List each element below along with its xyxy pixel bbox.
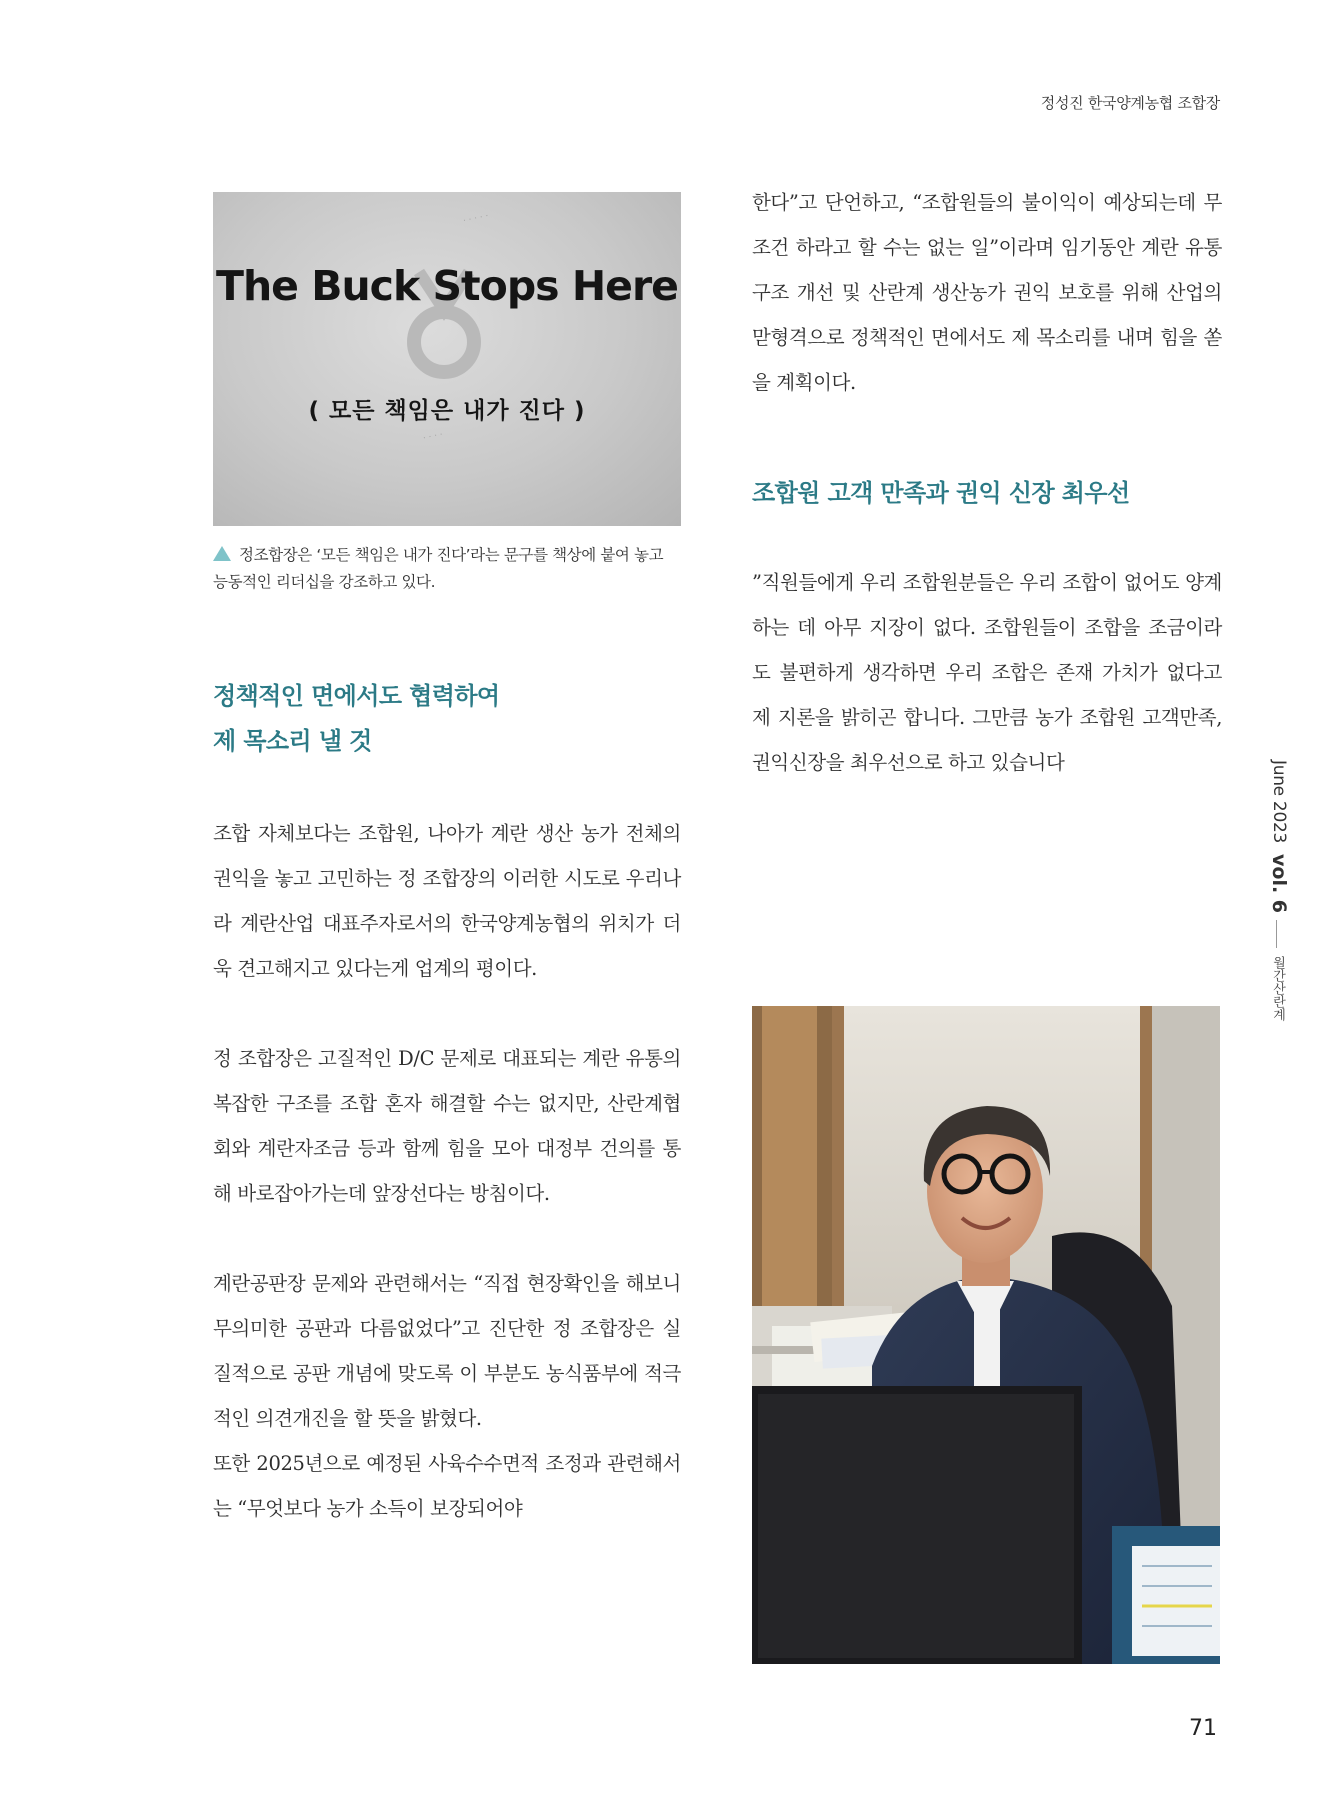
photo-caption: [213, 542, 681, 596]
section-heading: [213, 674, 681, 764]
issue-info: [1268, 760, 1290, 913]
divider: [1276, 920, 1277, 948]
magazine-name: 월간산란계: [1270, 956, 1285, 1021]
body-paragraph: 조합 자체보다는 조합원, 나아가 계란 생산 농가 전체의 권익을 놓고 고민하는 정 조합장의 이러한 시도로 우리나라 계란산업 대표주자로서의 한국양계농협의 위치가 더욱 견고해지고 있다는게 업계의 평이다.: [213, 822, 681, 980]
sign-photo: [213, 192, 681, 526]
portrait-photo: [752, 1006, 1220, 1664]
sign-subtitle: ( 모든 책임은 내가 진다 ): [308, 398, 586, 424]
side-tab: [1262, 760, 1302, 1030]
issue-volume: vol. 6: [1268, 854, 1290, 914]
caption-text: 정조합장은 ‘모든 책임은 내가 진다’라는 문구를 책상에 붙여 놓고 능동적인 리더십을 강조하고 있다.: [213, 546, 664, 591]
heading-line: 정책적인 면에서도 협력하여: [213, 682, 500, 710]
right-column: [752, 180, 1222, 785]
section-heading: 조합원 고객 만족과 권익 신장 최우선: [752, 479, 1130, 507]
left-column: [213, 192, 681, 1531]
body-paragraph: ”직원들에게 우리 조합원분들은 우리 조합이 없어도 양계하는 데 아무 지장이 없다. 조합원들이 조합을 조금이라도 불편하게 생각하면 우리 조합은 존재 가치가 없다고 제 지론을 밝히곤 합니다. 그만큼 농가 조합원 고객만족, 권익신장을 최우선으로 하고 있습니다: [752, 571, 1222, 774]
heading-line: 제 목소리 낼 것: [213, 727, 372, 755]
triangle-icon: [213, 546, 231, 561]
page-number: 71: [1189, 1716, 1217, 1741]
running-head: 정성진 한국양계농협 조합장: [1040, 94, 1220, 112]
body-paragraph: 정 조합장은 고질적인 D/C 문제로 대표되는 계란 유통의 복잡한 구조를 조합 혼자 해결할 수는 없지만, 산란계협회와 계란자조금 등과 함께 힘을 모아 대정부 건의를 통해 바로잡아가는데 앞장선다는 방침이다.: [213, 1047, 681, 1205]
sign-watermark: · · · ·: [422, 430, 444, 444]
body-paragraph: 또한 2025년으로 예정된 사육수수면적 조정과 관련해서는 “무엇보다 농가 소득이 보장되어야: [213, 1452, 681, 1520]
sign-watermark: · · · · ·: [462, 211, 490, 227]
body-paragraph: 계란공판장 문제와 관련해서는 “직접 현장확인을 해보니 무의미한 공판과 다름없었다”고 진단한 정 조합장은 실질적으로 공판 개념에 맞도록 이 부분도 농식품부에 적극적인 의견개진을 할 뜻을 밝혔다.: [213, 1272, 681, 1430]
issue-month-year: June 2023: [1269, 760, 1289, 843]
portrait-illustration: [752, 1006, 1220, 1664]
sign-title: The Buck Stops Here: [216, 262, 678, 310]
body-paragraph: 한다”고 단언하고, “조합원들의 불이익이 예상되는데 무조건 하라고 할 수는 없는 일”이라며 임기동안 계란 유통구조 개선 및 산란계 생산농가 권익 보호를 위해 산업의 맏형격으로 정책적인 면에서도 제 목소리를 내며 힘을 쏟을 계획이다.: [752, 191, 1222, 394]
